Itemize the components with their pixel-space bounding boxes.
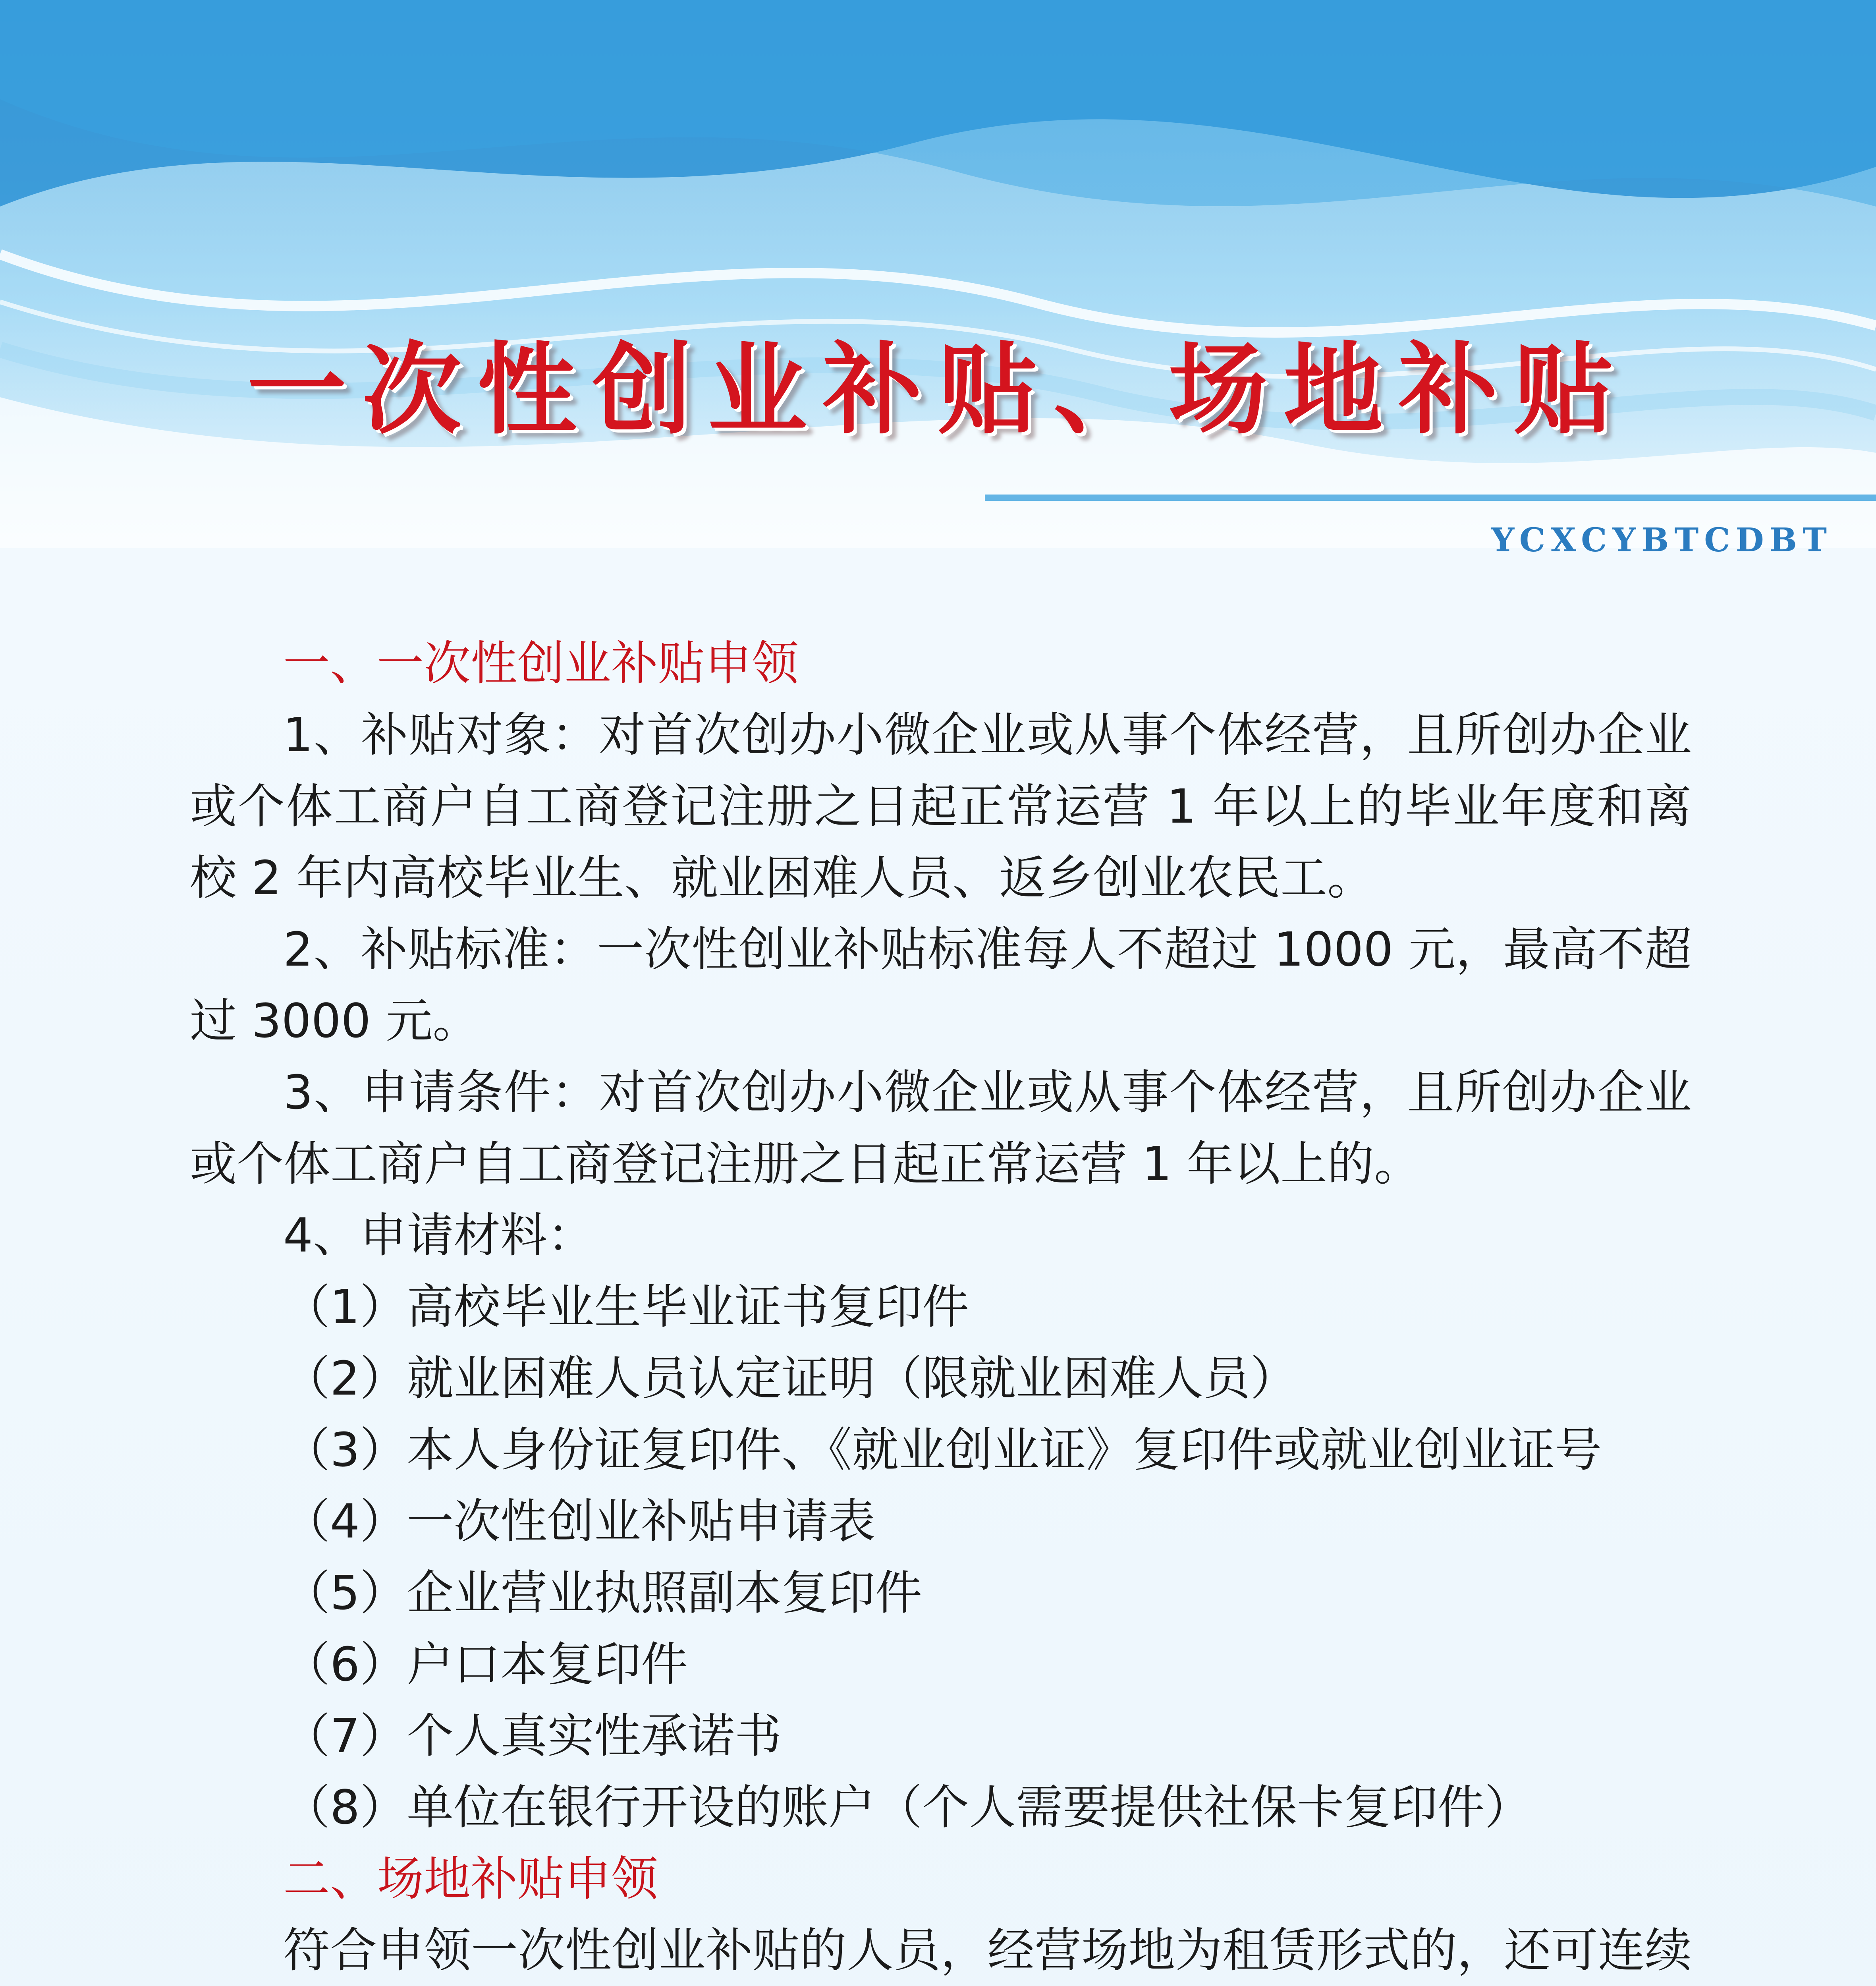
title-code: YCXCYBTCDBT	[1491, 521, 1832, 559]
material-item: （5）企业营业执照副本复印件	[283, 1565, 923, 1620]
section2-heading: 二、场地补贴申领	[283, 1851, 658, 1906]
section1-standard-paragraph: 2、补贴标准：一次性创业补贴标准每人不超过 1000 元，最高不超过 3000 元。	[190, 922, 1692, 1048]
material-item: （3）本人身份证复印件、《就业创业证》复印件或就业创业证号	[283, 1422, 1602, 1477]
material-item: （6）户口本复印件	[283, 1637, 688, 1692]
main-content	[190, 628, 1692, 1986]
section2-eligibility-paragraph: 符合申领一次性创业补贴的人员，经营场地为租赁形式的，还可连续	[283, 1923, 1692, 1978]
section1-conditions-paragraph: 3、申请条件：对首次创办小微企业或从事个体经营，且所创办企业或个体工商户自工商登记注册之日起正常运营 1 年以上的。	[190, 1065, 1692, 1191]
page-title: 一次性创业补贴、场地补贴	[247, 332, 1629, 448]
material-item: （7）个人真实性承诺书	[283, 1708, 782, 1763]
section1-heading: 一、一次性创业补贴申领	[283, 636, 799, 691]
material-item: （8）单位在银行开设的账户（个人需要提供社保卡复印件）	[283, 1780, 1532, 1835]
material-item: （1）高校毕业生毕业证书复印件	[283, 1279, 969, 1334]
material-item: （2）就业困难人员认定证明（限就业困难人员）	[283, 1351, 1297, 1406]
section1-materials-heading: 4、申请材料：	[283, 1208, 594, 1263]
section1-target-paragraph: 1、补贴对象：对首次创办小微企业或从事个体经营，且所创办企业或个体工商户自工商登记注册之日起正常运营 1 年以上的毕业年度和离校 2 年内高校毕业生、就业困难人员、返乡创业农民工。	[190, 707, 1692, 905]
material-item: （4）一次性创业补贴申请表	[283, 1494, 876, 1549]
